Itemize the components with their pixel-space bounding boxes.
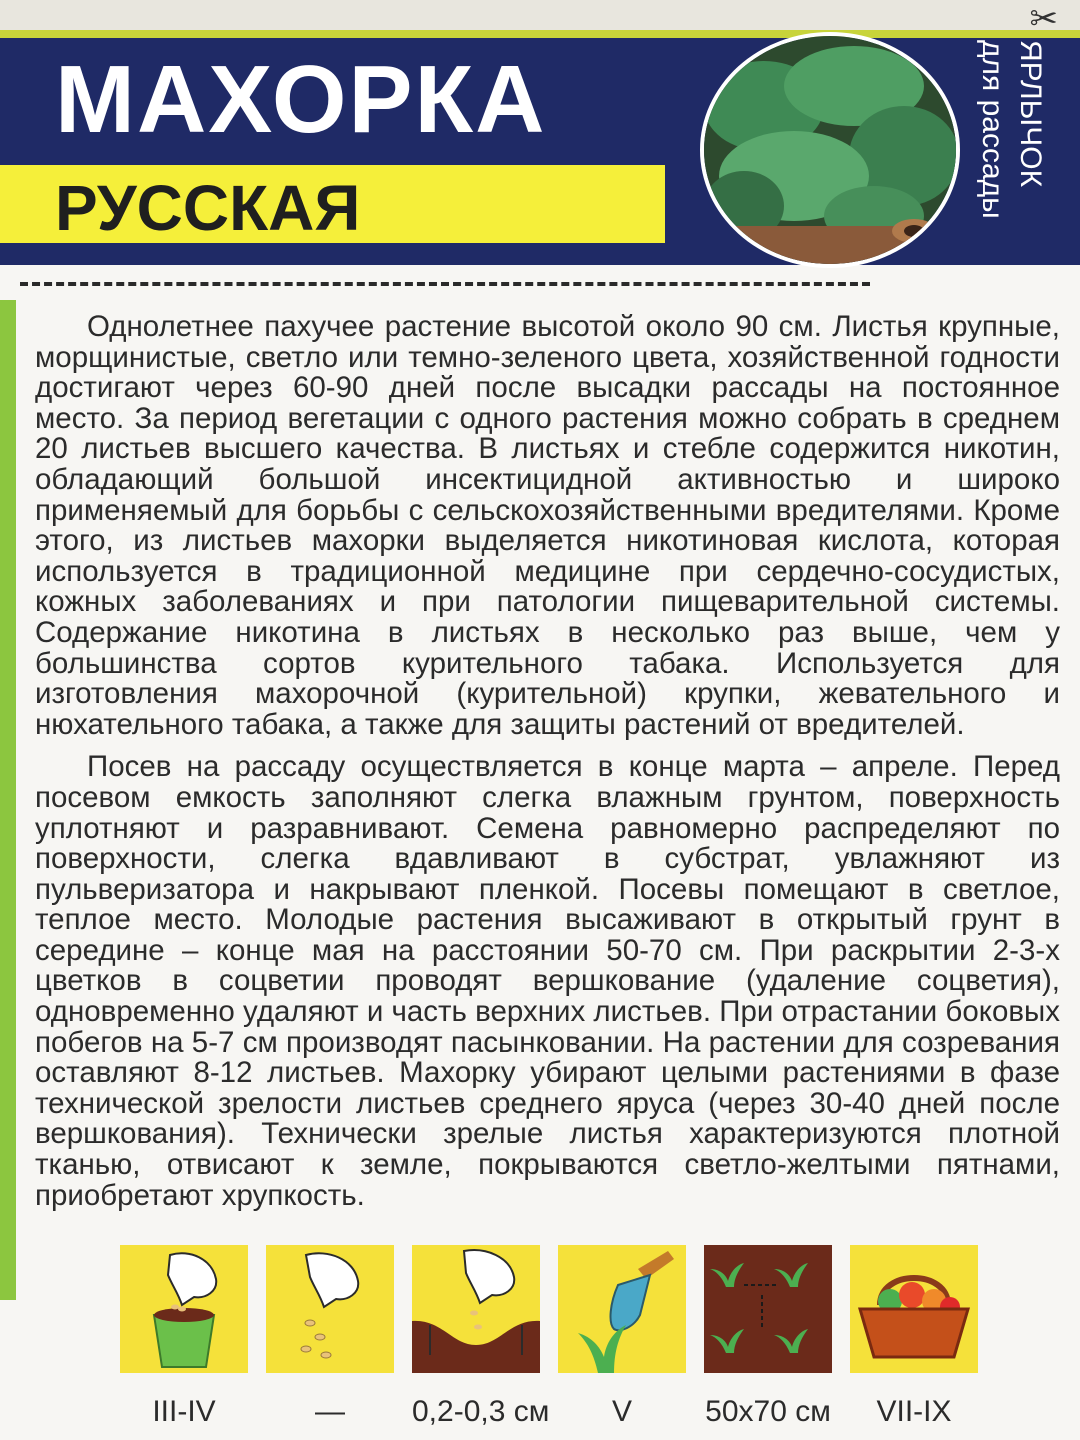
product-subtitle: РУССКАЯ [55,172,361,244]
icon-caption: — [315,1395,345,1428]
description-paragraph-1: Однолетнее пахучее растение высотой около 90 см. Листья крупные, морщинистые, светло или темно-зеленого цвета, хозяйственной годности достигают через 60-90 дней после высадки рассады на постоянное место. За период вегетации с одного растения можно собрать в среднем 20 листьев высшего качества. В листьях и стебле содержится никотин, обладающий большой инсектицидной активностью и широко применяемый для борьбы с сельскохозяйственными вредителями. Кроме этого, из листьев махорки выделяется никотиновая кислота, которая используется в традиционной медицине при сердечно-сосудистых, кожных заболеваниях и при патологии пищеварительной системы. Содержание никотина в листьях в несколько раз выше, чем у большинства сортов курительного табака. Используется для изготовления махорочной (курительной) крупки, жевательного и нюхательного табака, а также для защиты растений от вредителей. [35,310,1060,741]
planting-scheme-icon [704,1245,832,1373]
icon-caption: V [611,1395,632,1428]
description-paragraph-2: Посев на рассаду осуществляется в конце марта – апреле. Перед посевом емкость заполняют слегка влажным грунтом, поверхность уплотняют и разравнивают. Семена равномерно распределяют по поверхности, слегка вдавливают в субстрат, увлажняют из пульверизатора и накрывают пленкой. Посевы помещают в светлое, теплое место. Молодые растения высаживают в открытый грунт в середине – конце мая на расстоянии 50-70 см. При раскрытии 2-3-х цветков в соцветии проводят вершкование (удаление соцветия), одновременно удаляют и часть верхних листьев. При отрастании боковых побегов на 5-7 см производят пасынковании. На растении для созревания оставляют 8-12 листьев. Махорку убирают целыми растениями в фазе технической зрелости листьев среднего яруса (через 30-40 дней после вершкования). Технически зрелые листья характеризуются плотной тканью, отвисают к земле, покрываются светло-желтыми пятнами, приобретают хрупкость. [35,750,1060,1212]
side-green-strip [0,300,16,1300]
growing-guide-icons [120,1245,980,1430]
icon-cell-sowing-month [120,1245,248,1429]
icon-caption: 0,2-0,3 см [412,1395,550,1428]
lime-strip [0,30,1080,38]
icon-cell-seed-depth [412,1245,550,1429]
icon-cell-transplant [558,1245,686,1429]
side-label-line2: для рассады [976,40,1009,219]
side-label-line1: ЯРЛЫЧОК [1014,40,1047,188]
icon-cell-planting-scheme [704,1245,832,1429]
scissors-icon: ✂ [1029,0,1058,38]
icon-cell-harvest [850,1245,978,1429]
tobacco-plant-photo [700,32,960,268]
harvest-basket-icon [850,1245,978,1373]
icon-caption: VII-IX [876,1395,952,1428]
product-title: МАХОРКА [55,46,547,153]
icon-cell-sowing-seeds [266,1245,394,1429]
seed-depth-icon [412,1245,540,1373]
icon-caption: 50x70 см [705,1395,831,1428]
sowing-in-pot-icon [120,1245,248,1373]
seedling-label-caption [975,40,1065,270]
icon-caption: III-IV [152,1395,216,1428]
transplant-trowel-icon [558,1245,686,1373]
description [35,312,1060,1223]
top-strip [0,0,1080,30]
cut-line [20,282,870,286]
sowing-seeds-icon [266,1245,394,1373]
